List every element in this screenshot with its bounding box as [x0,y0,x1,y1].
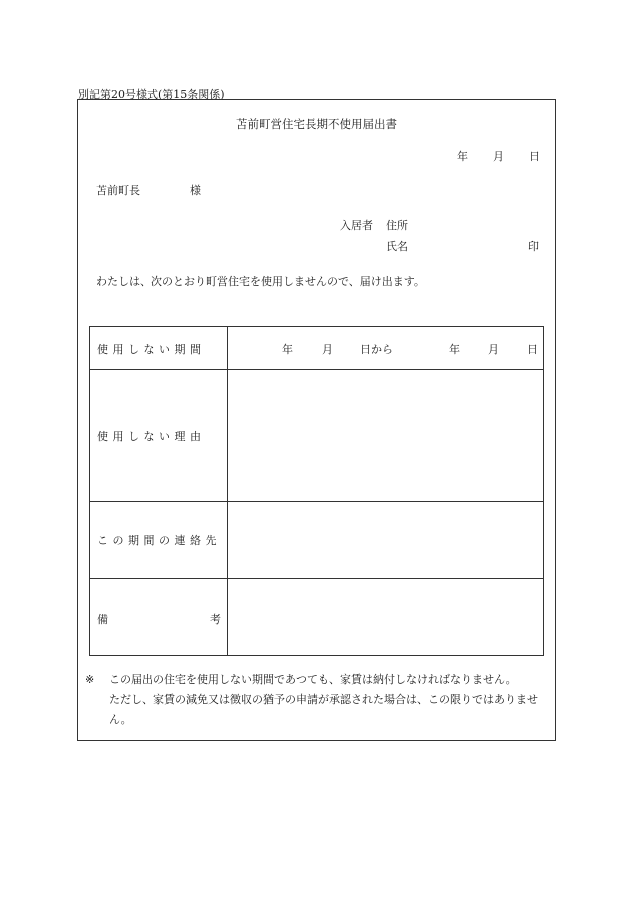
period-from-month: 月 [322,343,333,356]
note-line-2: ただし、家賃の減免又は徴収の猶予の申請が承認された場合は、この限りではありません。 [109,693,538,726]
notes-section [85,670,550,730]
form-title: 苫前町営住宅長期不使用届出書 [236,117,397,131]
remarks-label-right: 考 [210,613,221,626]
period-from-year: 年 [282,343,293,356]
remarks-label [97,611,221,627]
statement-text: わたしは、次のとおり町営住宅を使用しませんので、届け出ます。 [96,275,425,288]
seal-mark: 印 [528,240,539,253]
row-divider [90,578,543,579]
period-to-day: 日 [527,343,538,356]
reason-label: 使用しない理由 [97,430,206,443]
table-column-divider [227,327,228,655]
applicant-address-label: 住所 [386,219,408,232]
period-to-month: 月 [488,343,499,356]
note-line-1: この届出の住宅を使用しない期間であつても、家賃は納付しなければなりません。 [109,673,517,686]
period-label: 使用しない期間 [97,343,206,356]
remarks-label-left: 備 [97,613,108,626]
row-divider [90,501,543,502]
date-day-label: 日 [529,150,540,163]
applicant-name-label: 氏名 [386,240,408,253]
period-to-year: 年 [449,343,460,356]
addressee-honorific: 様 [190,184,201,197]
row-divider [90,369,543,370]
form-caption: 別記第20号様式(第15条関係) [78,88,225,101]
date-year-label: 年 [457,150,468,163]
details-table [89,326,544,656]
form-frame [77,99,556,741]
period-from-day: 日から [360,343,393,356]
addressee-name: 苫前町長 [96,184,140,197]
contact-label: この期間の連絡先 [97,534,221,547]
date-month-label: 月 [493,150,504,163]
applicant-role: 入居者 [340,219,373,232]
note-mark: ※ [85,673,95,686]
